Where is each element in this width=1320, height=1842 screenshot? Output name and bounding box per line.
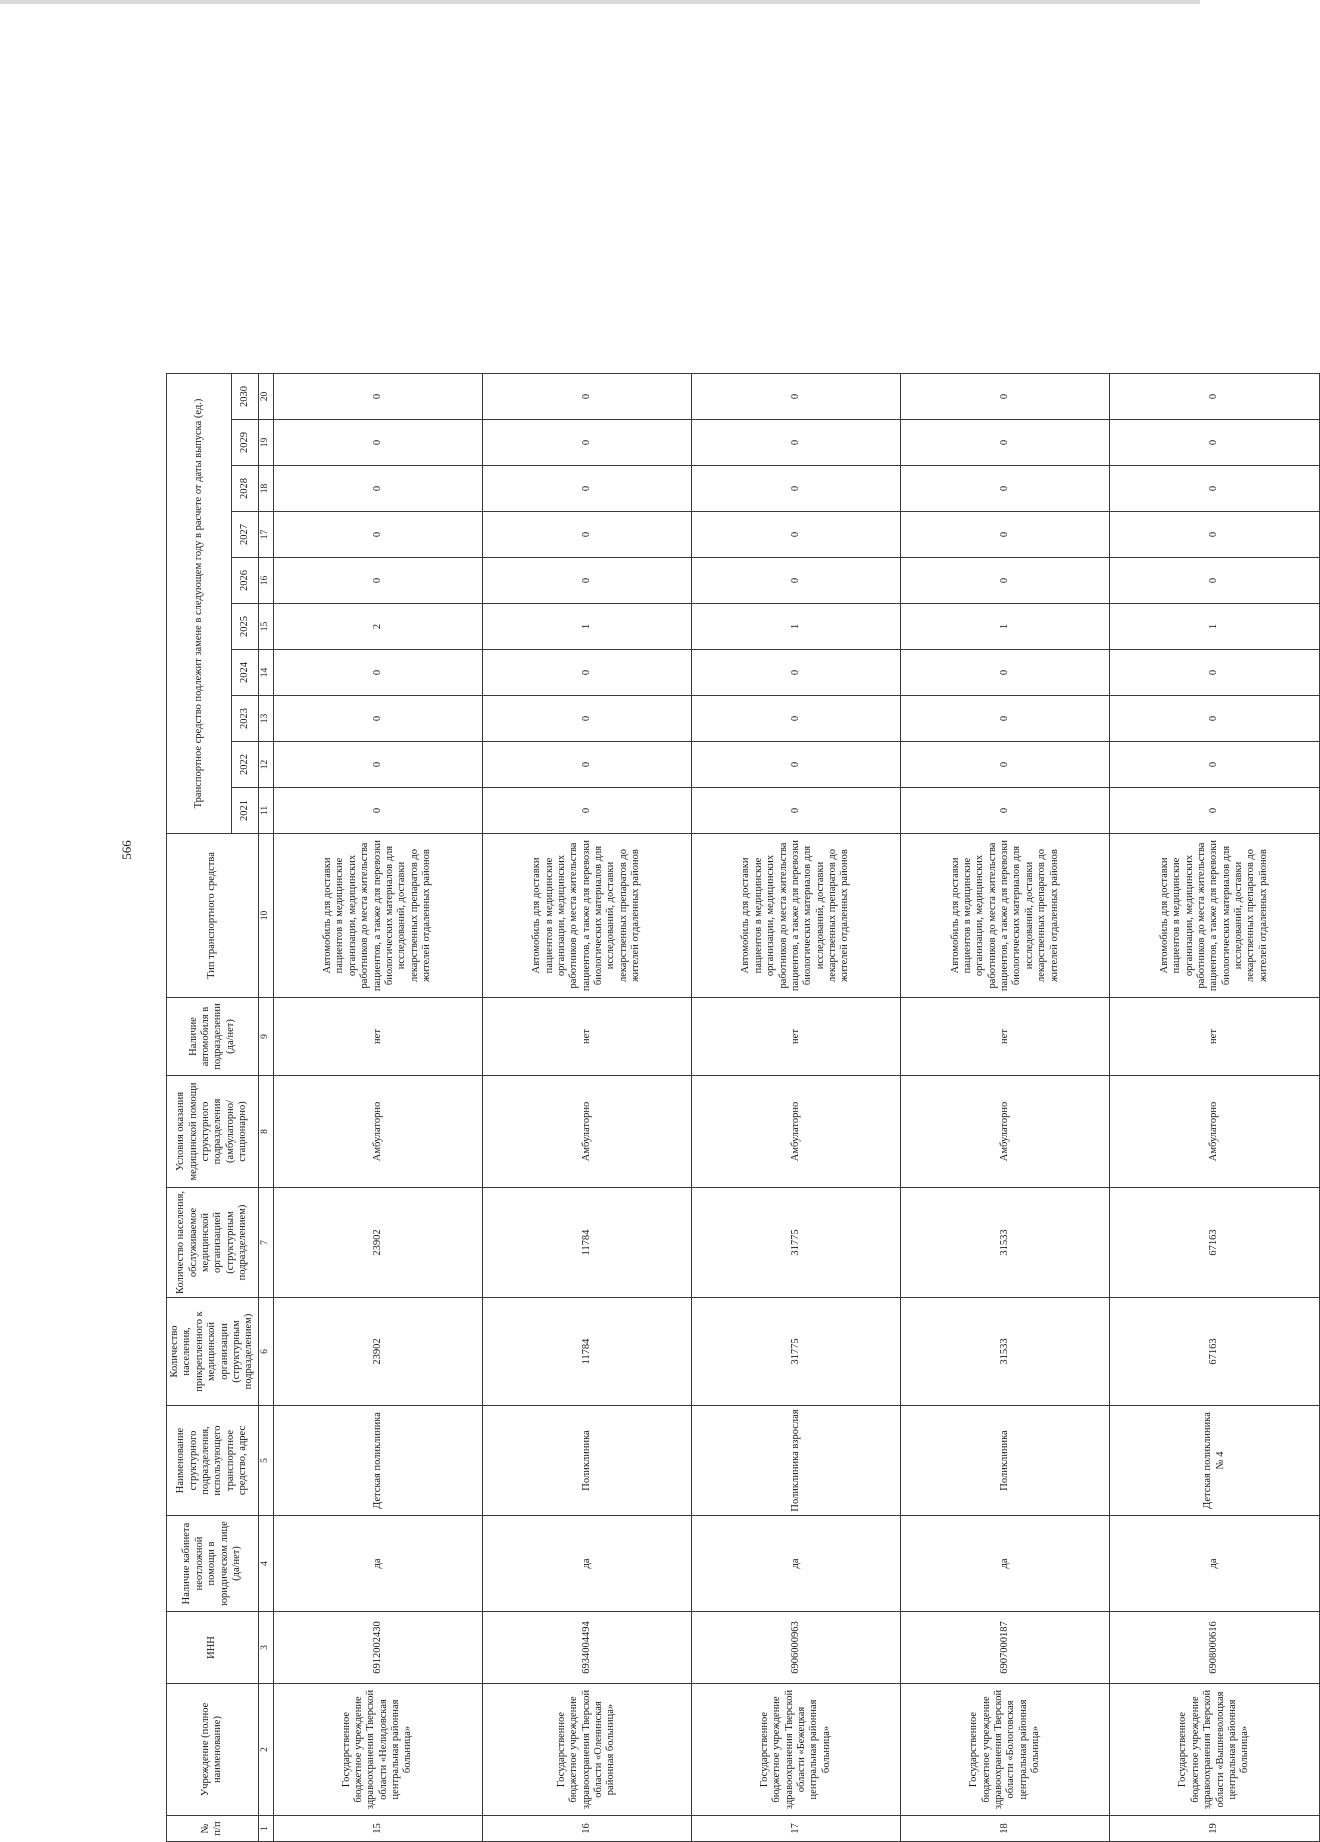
column-number: 2 (258, 1684, 273, 1816)
row-year-value: 0 (273, 696, 482, 742)
table-row (692, 373, 901, 1841)
column-number: 16 (258, 558, 273, 604)
table-row (273, 373, 482, 1841)
row-subdivision: Поликлиника (901, 1406, 1110, 1516)
row-inn: 6907000187 (901, 1612, 1110, 1684)
row-year-value: 1 (482, 604, 691, 650)
row-year-value: 0 (273, 466, 482, 512)
row-year-value: 1 (901, 604, 1110, 650)
table-row (901, 373, 1110, 1841)
column-number: 5 (258, 1406, 273, 1516)
row-emergency: да (692, 1516, 901, 1612)
row-served: 67163 (1110, 1188, 1319, 1298)
row-year-value: 0 (482, 512, 691, 558)
column-number: 7 (258, 1188, 273, 1298)
column-number-row (258, 373, 273, 1841)
row-conditions: Амбулаторно (482, 1076, 691, 1188)
row-vehicle-type: Автомобиль для доставки пациентов в медицинские организации, медицинских работников до места жительства пациентов, а также для перевозки биологических материалов для исследований, доставки лекарственных препаратов до жителей отдаленных районов (1110, 834, 1319, 998)
column-number: 1 (258, 1816, 273, 1842)
row-subdivision: Детская поликлиника № 4 (1110, 1406, 1319, 1516)
header-subdivision: Наименование структурного подразделения, использующего транспортное средство, адрес (167, 1406, 259, 1516)
header-vehicle-type: Тип транспортного средства (167, 834, 259, 998)
row-institution: Государственное бюджетное учреждение здравоохранения Тверской области «Бологовская центральная районная больница» (901, 1684, 1110, 1816)
row-num: 19 (1110, 1816, 1319, 1842)
row-conditions: Амбулаторно (1110, 1076, 1319, 1188)
row-year-value: 0 (692, 558, 901, 604)
row-has-car: нет (273, 998, 482, 1076)
row-year-value: 0 (273, 373, 482, 419)
header-year: 2027 (231, 512, 258, 558)
column-number: 15 (258, 604, 273, 650)
row-vehicle-type: Автомобиль для доставки пациентов в медицинские организации, медицинских работников до места жительства пациентов, а также для перевозки биологических материалов для исследований, доставки лекарственных препаратов до жителей отдаленных районов (273, 834, 482, 998)
row-subdivision: Поликлиника (482, 1406, 691, 1516)
row-year-value: 0 (482, 742, 691, 788)
row-attached: 11784 (482, 1298, 691, 1406)
row-year-value: 0 (1110, 788, 1319, 834)
header-served: Количество населения, обслуживаемое медицинской организацией (структурным подразделением) (167, 1188, 259, 1298)
row-year-value: 0 (482, 696, 691, 742)
row-year-value: 0 (692, 650, 901, 696)
row-year-value: 0 (901, 466, 1110, 512)
row-year-value: 0 (692, 788, 901, 834)
row-institution: Государственное бюджетное учреждение здравоохранения Тверской области «Оленинская районная больница» (482, 1684, 691, 1816)
row-year-value: 1 (1110, 604, 1319, 650)
row-attached: 31533 (901, 1298, 1110, 1406)
row-served: 31775 (692, 1188, 901, 1298)
row-year-value: 0 (1110, 373, 1319, 419)
column-number: 3 (258, 1612, 273, 1684)
header-conditions: Условия оказания медицинской помощи структурного подразделения (амбулаторно/ стационарно) (167, 1076, 259, 1188)
row-year-value: 0 (901, 696, 1110, 742)
row-institution: Государственное бюджетное учреждение здравоохранения Тверской области «Вышневолоцкая центральная районная больница» (1110, 1684, 1319, 1816)
row-inn: 6908000616 (1110, 1612, 1319, 1684)
column-number: 11 (258, 788, 273, 834)
row-inn: 6912002430 (273, 1612, 482, 1684)
header-year: 2029 (231, 420, 258, 466)
scan-top-edge (0, 0, 1200, 4)
row-subdivision: Детская поликлиника (273, 1406, 482, 1516)
table-row (482, 373, 691, 1841)
vehicle-replacement-table (166, 373, 1320, 1842)
row-year-value: 0 (901, 420, 1110, 466)
column-number: 18 (258, 466, 273, 512)
row-has-car: нет (901, 998, 1110, 1076)
row-year-value: 0 (273, 650, 482, 696)
row-has-car: нет (692, 998, 901, 1076)
row-year-value: 0 (1110, 650, 1319, 696)
row-year-value: 0 (1110, 742, 1319, 788)
row-year-value: 0 (1110, 466, 1319, 512)
row-year-value: 0 (273, 788, 482, 834)
row-year-value: 1 (692, 604, 901, 650)
row-year-value: 0 (901, 373, 1110, 419)
row-inn: 6906000963 (692, 1612, 901, 1684)
column-number: 4 (258, 1516, 273, 1612)
row-num: 15 (273, 1816, 482, 1842)
row-year-value: 0 (692, 696, 901, 742)
row-attached: 67163 (1110, 1298, 1319, 1406)
row-year-value: 0 (482, 558, 691, 604)
table-row (1110, 373, 1319, 1841)
row-year-value: 0 (273, 742, 482, 788)
row-year-value: 0 (692, 420, 901, 466)
row-institution: Государственное бюджетное учреждение здравоохранения Тверской области «Бежецкая центральная районная больница» (692, 1684, 901, 1816)
row-subdivision: Поликлиника взрослая (692, 1406, 901, 1516)
row-year-value: 0 (901, 650, 1110, 696)
header-year: 2028 (231, 466, 258, 512)
row-vehicle-type: Автомобиль для доставки пациентов в медицинские организации, медицинских работников до места жительства пациентов, а также для перевозки биологических материалов для исследований, доставки лекарственных препаратов до жителей отдаленных районов (692, 834, 901, 998)
row-year-value: 0 (692, 373, 901, 419)
row-attached: 23902 (273, 1298, 482, 1406)
row-served: 11784 (482, 1188, 691, 1298)
row-emergency: да (273, 1516, 482, 1612)
row-year-value: 0 (1110, 696, 1319, 742)
column-number: 19 (258, 420, 273, 466)
row-year-value: 0 (273, 558, 482, 604)
row-year-value: 0 (901, 558, 1110, 604)
header-attached: Количество населения, прикрепленного к медицинской организации (структурным подразделением) (167, 1298, 259, 1406)
page-number: 566 (119, 840, 134, 860)
row-served: 23902 (273, 1188, 482, 1298)
row-has-car: нет (482, 998, 691, 1076)
header-inn: ИНН (167, 1612, 259, 1684)
header-year: 2025 (231, 604, 258, 650)
row-emergency: да (901, 1516, 1110, 1612)
row-attached: 31775 (692, 1298, 901, 1406)
row-year-value: 2 (273, 604, 482, 650)
header-year: 2026 (231, 558, 258, 604)
row-year-value: 0 (901, 788, 1110, 834)
row-has-car: нет (1110, 998, 1319, 1076)
row-conditions: Амбулаторно (273, 1076, 482, 1188)
row-vehicle-type: Автомобиль для доставки пациентов в медицинские организации, медицинских работников до места жительства пациентов, а также для перевозки биологических материалов для исследований, доставки лекарственных препаратов до жителей отдаленных районов (482, 834, 691, 998)
row-year-value: 0 (273, 512, 482, 558)
header-year: 2024 (231, 650, 258, 696)
row-served: 31533 (901, 1188, 1110, 1298)
row-year-value: 0 (273, 420, 482, 466)
header-institution: Учреждение (полное наименование) (167, 1684, 259, 1816)
header-emergency: Наличие кабинета неотложной помощи в юридическом лице (да/нет) (167, 1516, 259, 1612)
column-number: 8 (258, 1076, 273, 1188)
row-num: 17 (692, 1816, 901, 1842)
row-year-value: 0 (692, 512, 901, 558)
row-year-value: 0 (482, 788, 691, 834)
header-num: № п/п (167, 1816, 259, 1842)
column-number: 12 (258, 742, 273, 788)
row-conditions: Амбулаторно (901, 1076, 1110, 1188)
header-year: 2021 (231, 788, 258, 834)
column-number: 13 (258, 696, 273, 742)
row-institution: Государственное бюджетное учреждение здравоохранения Тверской области «Нелидовская центральная районная больница» (273, 1684, 482, 1816)
row-emergency: да (1110, 1516, 1319, 1612)
row-year-value: 0 (482, 373, 691, 419)
header-year: 2023 (231, 696, 258, 742)
row-year-value: 0 (901, 512, 1110, 558)
row-year-value: 0 (692, 466, 901, 512)
row-inn: 6934004494 (482, 1612, 691, 1684)
column-number: 10 (258, 834, 273, 998)
column-number: 17 (258, 512, 273, 558)
column-number: 20 (258, 373, 273, 419)
column-number: 9 (258, 998, 273, 1076)
row-emergency: да (482, 1516, 691, 1612)
row-conditions: Амбулаторно (692, 1076, 901, 1188)
header-year: 2030 (231, 373, 258, 419)
row-vehicle-type: Автомобиль для доставки пациентов в медицинские организации, медицинских работников до места жительства пациентов, а также для перевозки биологических материалов для исследований, доставки лекарственных препаратов до жителей отдаленных районов (901, 834, 1110, 998)
column-number: 14 (258, 650, 273, 696)
row-year-value: 0 (482, 466, 691, 512)
row-year-value: 0 (901, 742, 1110, 788)
header-year: 2022 (231, 742, 258, 788)
header-replacement: Транспортное средство подлежит замене в следующем году в расчете от даты выпуска (ед.) (167, 373, 232, 833)
row-year-value: 0 (692, 742, 901, 788)
column-number: 6 (258, 1298, 273, 1406)
rotated-table-wrapper (166, 374, 1314, 1842)
row-year-value: 0 (1110, 512, 1319, 558)
row-num: 18 (901, 1816, 1110, 1842)
row-year-value: 0 (1110, 558, 1319, 604)
row-year-value: 0 (482, 650, 691, 696)
row-year-value: 0 (482, 420, 691, 466)
row-num: 16 (482, 1816, 691, 1842)
row-year-value: 0 (1110, 420, 1319, 466)
header-has-car: Наличие автомобиля в подразделении (да/нет) (167, 998, 259, 1076)
